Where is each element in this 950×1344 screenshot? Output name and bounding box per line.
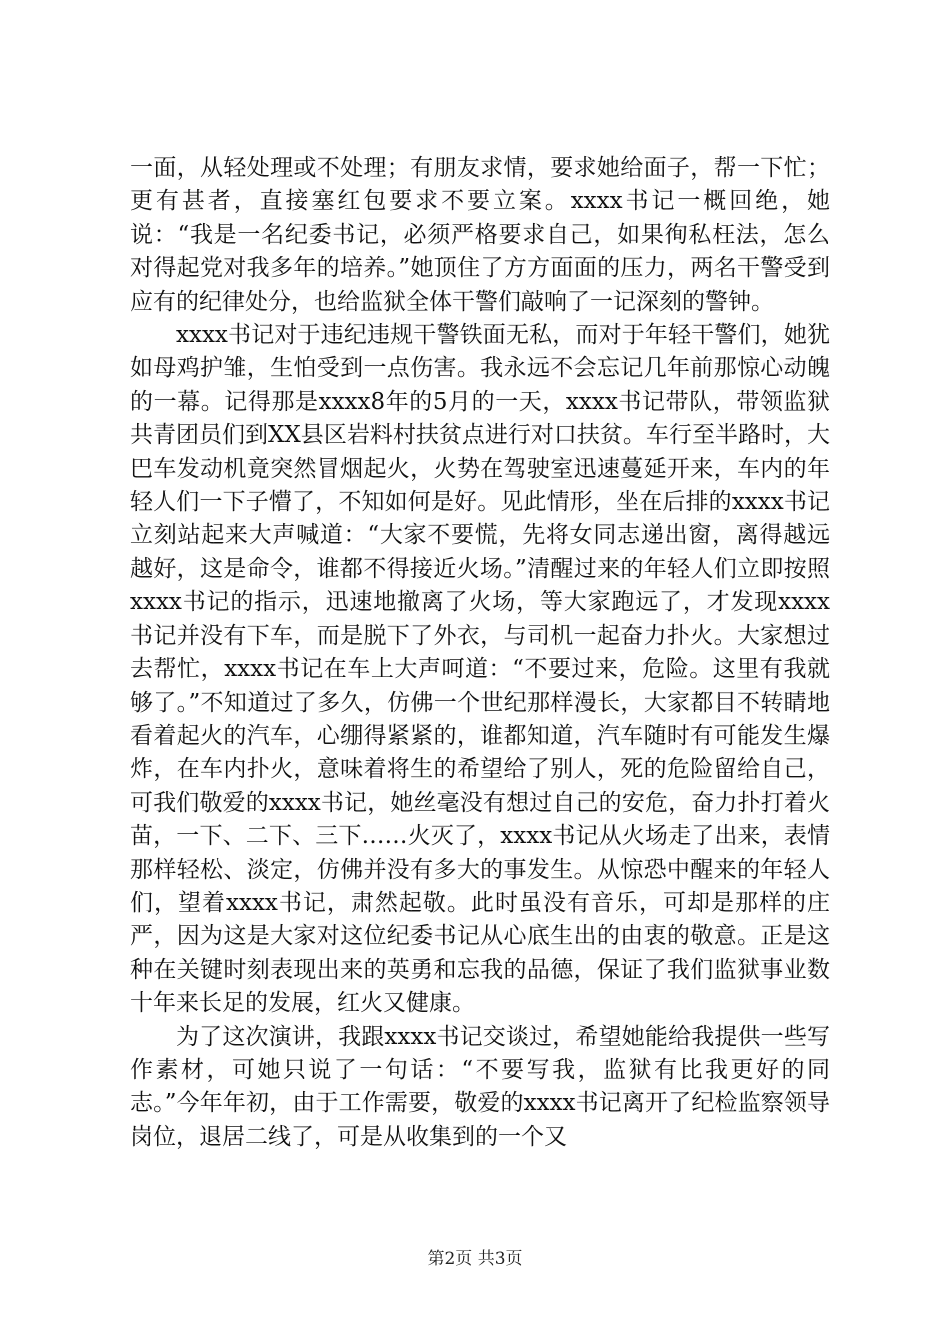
paragraph-3: 为了这次演讲，我跟xxxx书记交谈过，希望她能给我提供一些写作素材，可她只说了一句话：“不要写我，监狱有比我更好的同志。”今年年初，由于工作需要，敬爱的xxxx书记离开了纪检监察领导岗位，退居二线了，可是从收集到的一个又 — [130, 1023, 830, 1150]
document-body — [130, 152, 830, 1154]
paragraph-1: 一面，从轻处理或不处理；有朋友求情，要求她给面子，帮一下忙；更有甚者，直接塞红包要求不要立案。xxxx书记一概回绝，她说：“我是一名纪委书记，必须严格要求自己，如果徇私枉法，怎么对得起党对我多年的培养。”她顶住了方方面面的压力，两名干警受到应有的纪律处分，也给监狱全体干警们敲响了一记深刻的警钟。 — [130, 155, 830, 315]
paragraph-2: xxxx书记对于违纪违规干警铁面无私，而对于年轻干警们，她犹如母鸡护雏，生怕受到一点伤害。我永远不会忘记几年前那惊心动魄的一幕。记得那是xxxx8年的5月的一天，xxxx书记带队，带领监狱共青团员们到XX县区岩料村扶贫点进行对口扶贫。车行至半路时，大巴车发动机竟突然冒烟起火，火势在驾驶室迅速蔓延开来，车内的年轻人们一下子懵了，不知如何是好。见此情形，坐在后排的xxxx书记立刻站起来大声喊道：“大家不要慌，先将女同志递出窗，离得越远越好，这是命令，谁都不得接近火场。”清醒过来的年轻人们立即按照xxxx书记的指示，迅速地撤离了火场，等大家跑远了，才发现xxxx书记并没有下车，而是脱下了外衣，与司机一起奋力扑火。大家想过去帮忙，xxxx书记在车上大声呵道：“不要过来，危险。这里有我就够了。”不知道过了多久，仿佛一个世纪那样漫长，大家都目不转睛地看着起火的汽车，心绷得紧紧的，谁都知道，汽车随时有可能发生爆炸，在车内扑火，意味着将生的希望给了别人，死的危险留给自己，可我们敬爱的xxxx书记，她丝毫没有想过自己的安危，奋力扑打着火苗，一下、二下、三下……火灭了，xxxx书记从火场走了出来，表情那样轻松、淡定，仿佛并没有多大的事发生。从惊恐中醒来的年轻人们，望着xxxx书记，肃然起敬。此时虽没有音乐，可却是那样的庄严，因为这是大家对这位纪委书记从心底生出的由衷的敬意。正是这种在关键时刻表现出来的英勇和忘我的品德，保证了我们监狱事业数十年来长足的发展，红火又健康。 — [130, 322, 830, 1017]
page-number-footer: 第2页 共3页 — [427, 1249, 523, 1269]
